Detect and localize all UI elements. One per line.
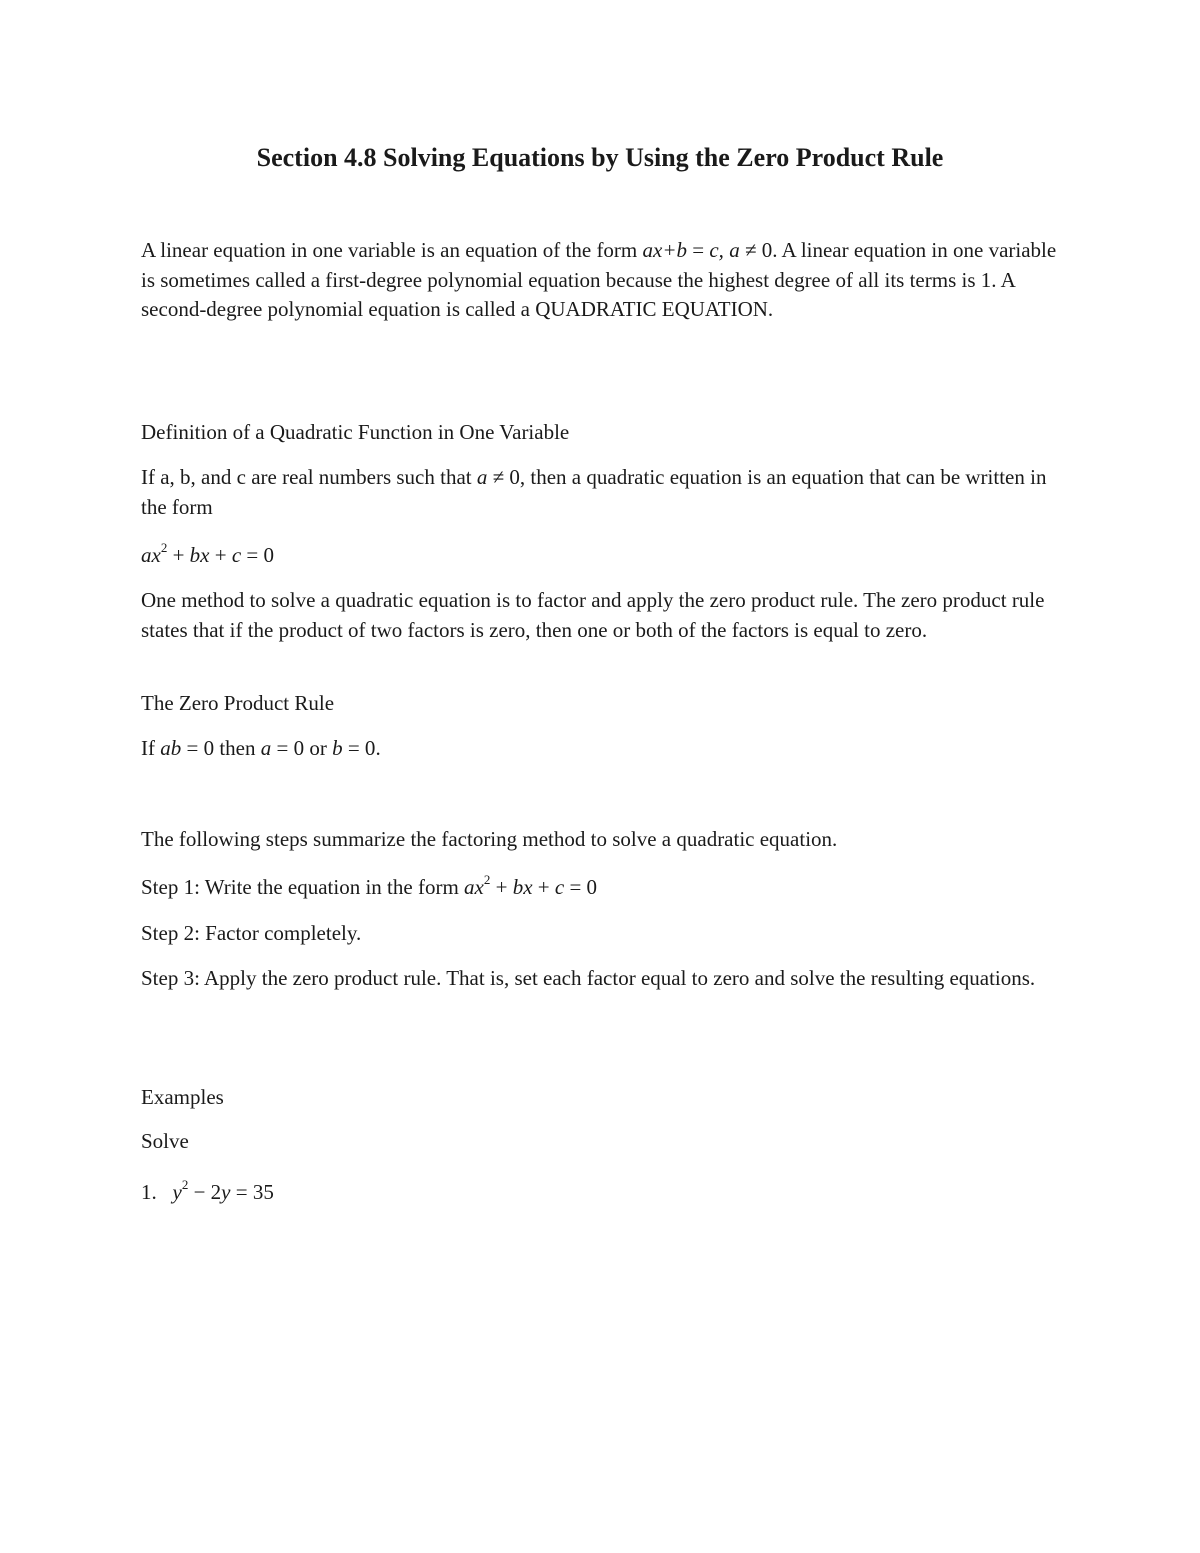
steps-intro: The following steps summarize the factoring method to solve a quadratic equation. <box>141 827 838 851</box>
rule-if: If <box>141 736 155 760</box>
rule-math-a: a = 0 <box>260 736 305 760</box>
zero-product-rule-heading: The Zero Product Rule <box>141 691 335 715</box>
intro-paragraph <box>141 236 1061 325</box>
solve-label: Solve <box>141 1129 189 1153</box>
method-paragraph: One method to solve a quadratic equation is to factor and apply the zero product rule. The zero product rule states that if the product of two factors is zero, then one or both of the factors is equal to zero. <box>141 588 1045 642</box>
example-1-equation: $y^2 - 2y = 35$ <box>172 1177 274 1204</box>
rule-end: . <box>375 736 381 760</box>
examples-heading: Examples <box>141 1085 224 1109</box>
page-title: Section 4.8 Solving Equations by Using the Zero Product Rule <box>256 143 944 172</box>
rule-or: or <box>309 736 327 760</box>
example-1 <box>141 1178 1061 1208</box>
step-3: Step 3: Apply the zero product rule. That is, set each factor equal to zero and solve the resulting equations. <box>141 966 1036 990</box>
definition-heading: Definition of a Quadratic Function in One Variable <box>141 420 570 444</box>
zero-product-rule-statement <box>141 734 1061 764</box>
step-1-equation: $ax^2$ + bx + c = 0 <box>464 872 598 899</box>
linear-equation-form: ax+b = c, a ≠ 0 <box>642 238 773 262</box>
rule-math-ab: ab = 0 <box>160 736 215 760</box>
rule-math-b: b = 0 <box>332 736 376 760</box>
definition-text-2: , then a quadratic equation is an equation that can be written in the form <box>141 465 1047 519</box>
step-2: Step 2: Factor completely. <box>141 921 362 945</box>
rule-then: then <box>219 736 256 760</box>
step-1 <box>141 873 1061 903</box>
quadratic-standard-form <box>141 541 1061 571</box>
example-1-number: 1. <box>141 1180 157 1204</box>
definition-text-1: If a, b, and c are real numbers such that <box>141 465 472 489</box>
step-1-text: Step 1: Write the equation in the form <box>141 875 459 899</box>
intro-text-2: . A linear equation in one variable is sometimes called a first-degree polynomial equation because the highest degree of all its terms is 1. A second-degree polynomial equation is called a QUADRATIC EQUATION. <box>141 238 1057 321</box>
a-nonzero-condition: a ≠ 0 <box>476 465 520 489</box>
intro-text-1: A linear equation in one variable is an equation of the form <box>141 238 638 262</box>
definition-paragraph <box>141 463 1061 522</box>
quadratic-equation: $ax^2$ + bx + c = 0 <box>141 540 275 567</box>
